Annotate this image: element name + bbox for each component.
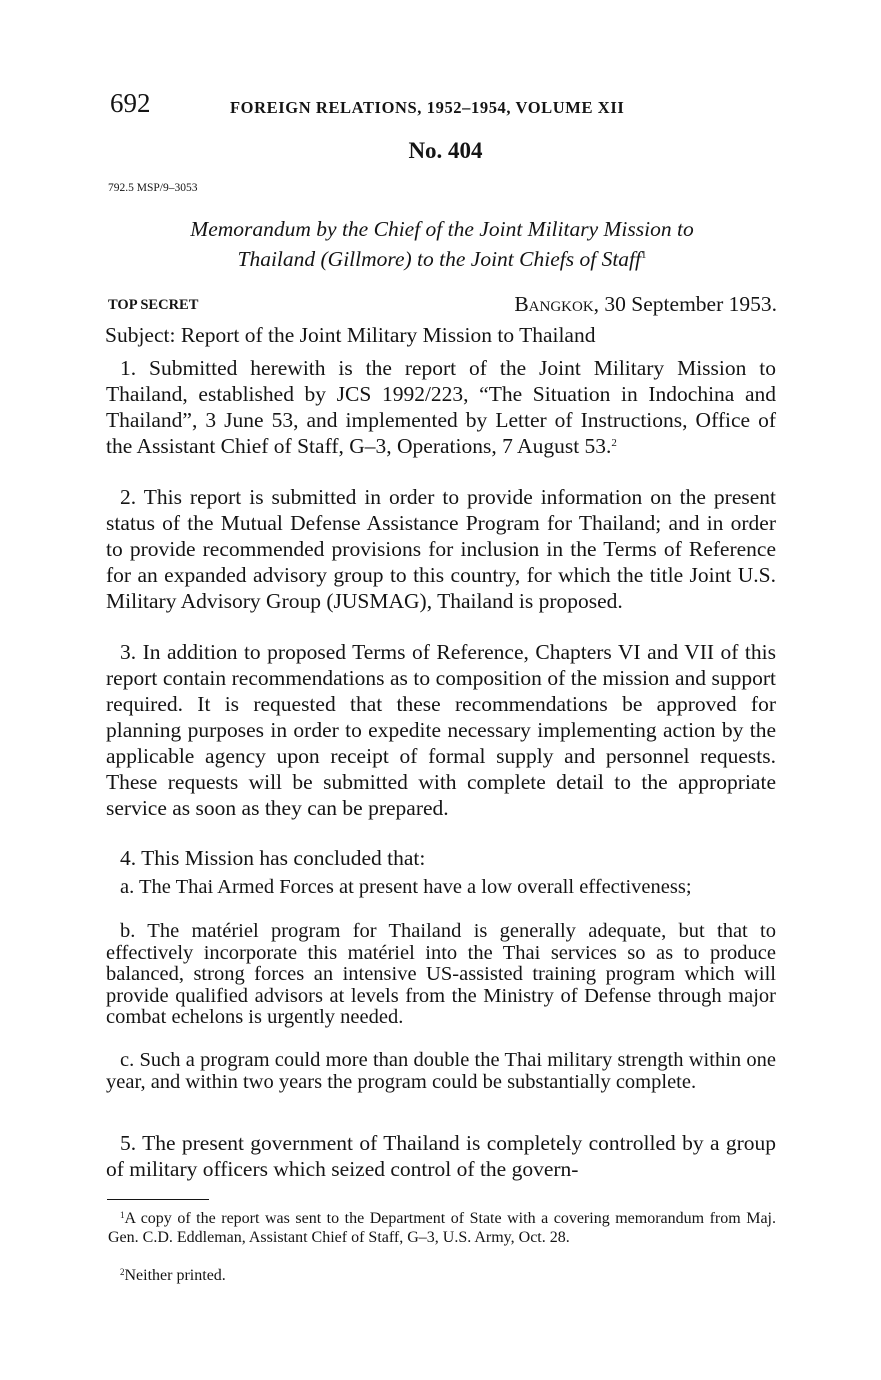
dateline [514,292,777,317]
title-line-2: Thailand (Gillmore) to the Joint Chiefs of Staff [237,247,641,272]
dateline-date: 30 September 1953. [599,292,777,316]
paragraph-1 [106,355,776,459]
paragraph-1-text: 1. Submitted herewith is the report of the Joint Military Mission to Thailand, established by JCS 1992/223, “The Situation in Indochina and Thailand”, 3 June 53, and implemented by Letter of Instructions, Office of the Assistant Chief of Staff, G–3, Operations, 7 August 53. [106,356,776,458]
file-reference: 792.5 MSP/9–3053 [108,182,198,194]
paragraph-5: 5. The present government of Thailand is completely controlled by a group of military officers which seized control of the govern- [106,1131,776,1181]
sub-paragraph-c: c. Such a program could more than double the Thai military strength within one year, and within two years the program could be substantially complete. [106,1049,776,1093]
document-title [108,216,776,272]
footnote-2-text: Neither printed. [124,1267,226,1284]
footnote-2-mark: 2 [120,1267,125,1277]
classification-marking: TOP SECRET [108,297,199,313]
footnote-1 [108,1209,776,1247]
subject-line: Subject: Report of the Joint Military Mission to Thailand [105,323,596,347]
sub-paragraph-a: a. The Thai Armed Forces at present have a low overall effectiveness; [120,876,692,898]
paragraph-3: 3. In addition to proposed Terms of Reference, Chapters VI and VII of this report contain recommendations as to composition of the mission and support required. It is requested that these recommendations be approved for planning purposes in order to expedite necessary implementing action by the applicable agency upon receipt of formal supply and personnel requests. These requests will be submitted with complete detail to the appropriate service as soon as they can be prepared. [106,640,776,820]
footnote-1-mark: 1 [120,1210,125,1220]
footnote-2 [108,1266,776,1285]
footnote-1-text: A copy of the report was sent to the Department of State with a covering memorandum from Maj. Gen. C.D. Eddleman, Assistant Chief of Staff, G–3, U.S. Army, Oct. 28. [108,1210,776,1246]
footnote-ref-2: 2 [611,437,617,449]
title-line-1: Memorandum by the Chief of the Joint Military Mission to [190,217,694,241]
paragraph-4: 4. This Mission has concluded that: [120,846,426,870]
sub-paragraph-b: b. The matériel program for Thailand is generally adequate, but that to effectively incorporate this matériel into the Thai services so as to produce balanced, strong forces an intensive US-assisted training program which will provide qualified advisors at levels from the Ministry of Defense through major combat echelons is urgently needed. [106,920,776,1028]
document-number: No. 404 [408,138,483,163]
paragraph-2: 2. This report is submitted in order to provide information on the present status of the Mutual Defense Assistance Program for Thailand; and in order to provide recommended provisions for inclusion in the Terms of Reference for an expanded advisory group to this country, for which the title Joint U.S. Military Advisory Group (JUSMAG), Thailand is proposed. [106,485,776,613]
running-head: FOREIGN RELATIONS, 1952–1954, VOLUME XII [230,98,625,117]
footnote-rule [107,1199,209,1200]
dateline-place: Bangkok, [514,292,600,316]
footnote-ref-1: 1 [641,249,647,261]
page-number: 692 [110,88,151,118]
